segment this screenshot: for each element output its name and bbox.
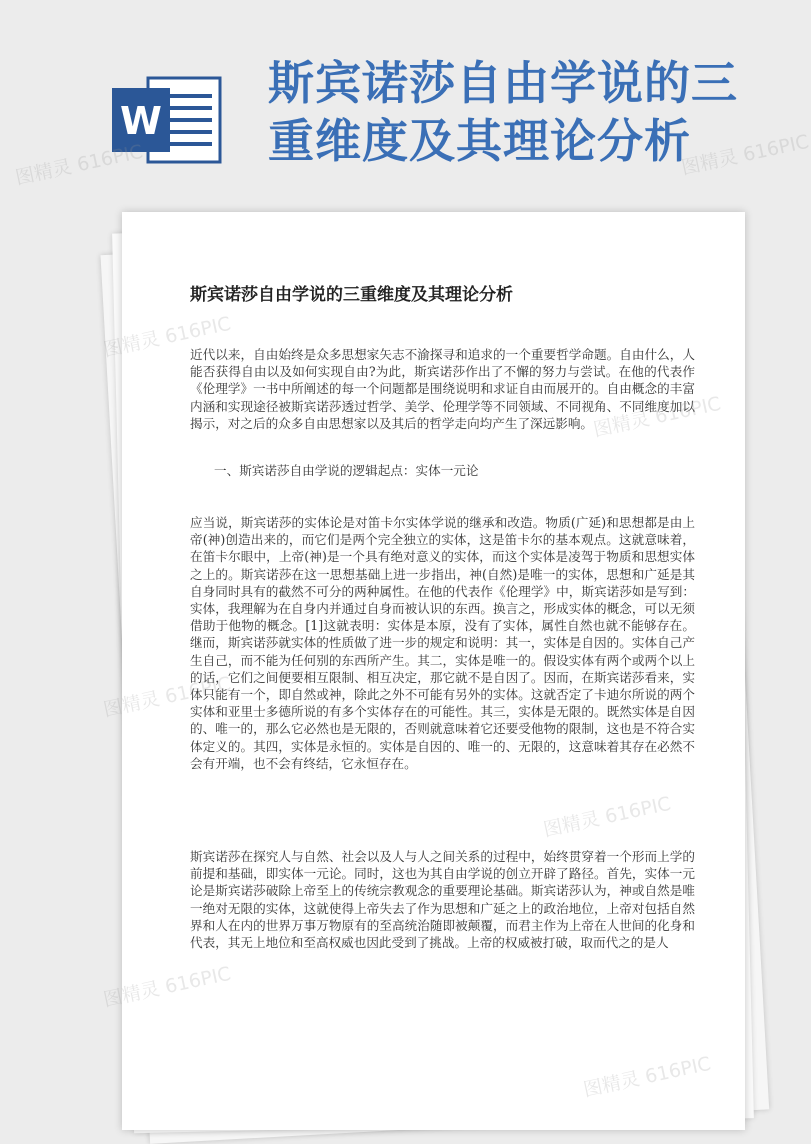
watermark: 图精灵 616PIC (13, 140, 145, 190)
word-logo-letter: W (120, 99, 162, 143)
watermark: 图精灵 616PIC (101, 312, 233, 362)
document-page[interactable] (101, 212, 745, 1130)
word-document-icon (108, 70, 228, 170)
watermark: 图精灵 616PIC (101, 962, 233, 1012)
watermark: 图精灵 616PIC (581, 1052, 713, 1102)
banner (0, 0, 800, 210)
section-heading: 一、斯宾诺莎自由学说的逻辑起点：实体一元论 (214, 463, 479, 478)
banner-title: 斯宾诺莎自由学说的三重维度及其理论分析 (268, 56, 738, 168)
document-title: 斯宾诺莎自由学说的三重维度及其理论分析 (190, 285, 513, 305)
watermark: 图精灵 616PIC (101, 672, 233, 722)
watermark: 图精灵 616PIC (541, 792, 673, 842)
paragraph-monism: 斯宾诺莎在探究人与自然、社会以及人与人之间关系的过程中，始终贯穿着一个形而上学的前提和基础，即实体一元论。同时，这也为其自由学说的创立开辟了路径。首先，实体一元论是斯宾诺莎破除上帝至上的传统宗教观念的重要理论基础。斯宾诺莎认为，神或自然是唯一绝对无限的实体，这就使得上帝失去了作为思想和广延之上的政治地位，上帝对包括自然界和人在内的世界万事万物原有的至高统治随即被颠覆，而君主作为上帝在人世间的化身和代表，其无上地位和至高权威也因此受到了挑战。上帝的权威被打破，取而代之的是人 (190, 849, 695, 951)
watermark: 图精灵 616PIC (679, 130, 811, 180)
paragraph-substance: 应当说，斯宾诺莎的实体论是对笛卡尔实体学说的继承和改造。物质(广延)和思想都是由上帝(神)创造出来的，而它们是两个完全独立的实体，这是笛卡尔的基本观点。这就意味着，在笛卡尔眼中，上帝(神)是一个具有绝对意义的实体，而这个实体是凌驾于物质和思想实体之上的。斯宾诺莎在这一思想基础上进一步指出，神(自然)是唯一的实体，思想和广延是其自身同时具有的截然不可分的两种属性。在他的代表作《伦理学》中，斯宾诺莎如是写到：实体，我理解为在自身内并通过自身而被认识的东西。换言之，形成实体的概念，可以无须借助于他物的概念。[1]这就表明：实体是本原，没有了实体，属性自然也就不能够存在。继而，斯宾诺莎就实体的性质做了进一步的规定和说明：其一，实体是自因的。实体自己产生自己，而不能为任何别的东西所产生。其二，实体是唯一的。假设实体有两个或两个以上的话，它们之间便要相互限制、相互决定，那它就不是自因了。因而，在斯宾诺莎看来，实体只能有一个，即自然或神，除此之外不可能有另外的实体。这就否定了卡迪尔所说的两个实体和亚里士多德所说的有多个实体存在的可能性。其三，实体是无限的。既然实体是自因的、唯一的，那么它必然也是无限的，否则就意味着它还要受他物的限制，这也是不符合实体定义的。其四，实体是永恒的。实体是自因的、唯一的、无限的，这意味着其存在必然不会有开端，也不会有终结，它永恒存在。 (190, 515, 695, 771)
paragraph-intro: 近代以来，自由始终是众多思想家矢志不渝探寻和追求的一个重要哲学命题。自由什么，人能否获得自由以及如何实现自由?为此，斯宾诺莎作出了不懈的努力与尝试。在他的代表作《伦理学》一书中所阐述的每一个问题都是围绕说明和求证自由而展开的。自由概念的丰富内涵和实现途径被斯宾诺莎透过哲学、美学、伦理学等不同领域、不同视角、不同维度加以揭示，对之后的众多自由思想家以及其后的哲学走向均产生了深远影响。 (190, 347, 695, 431)
watermark: 图精灵 616PIC (591, 392, 723, 442)
